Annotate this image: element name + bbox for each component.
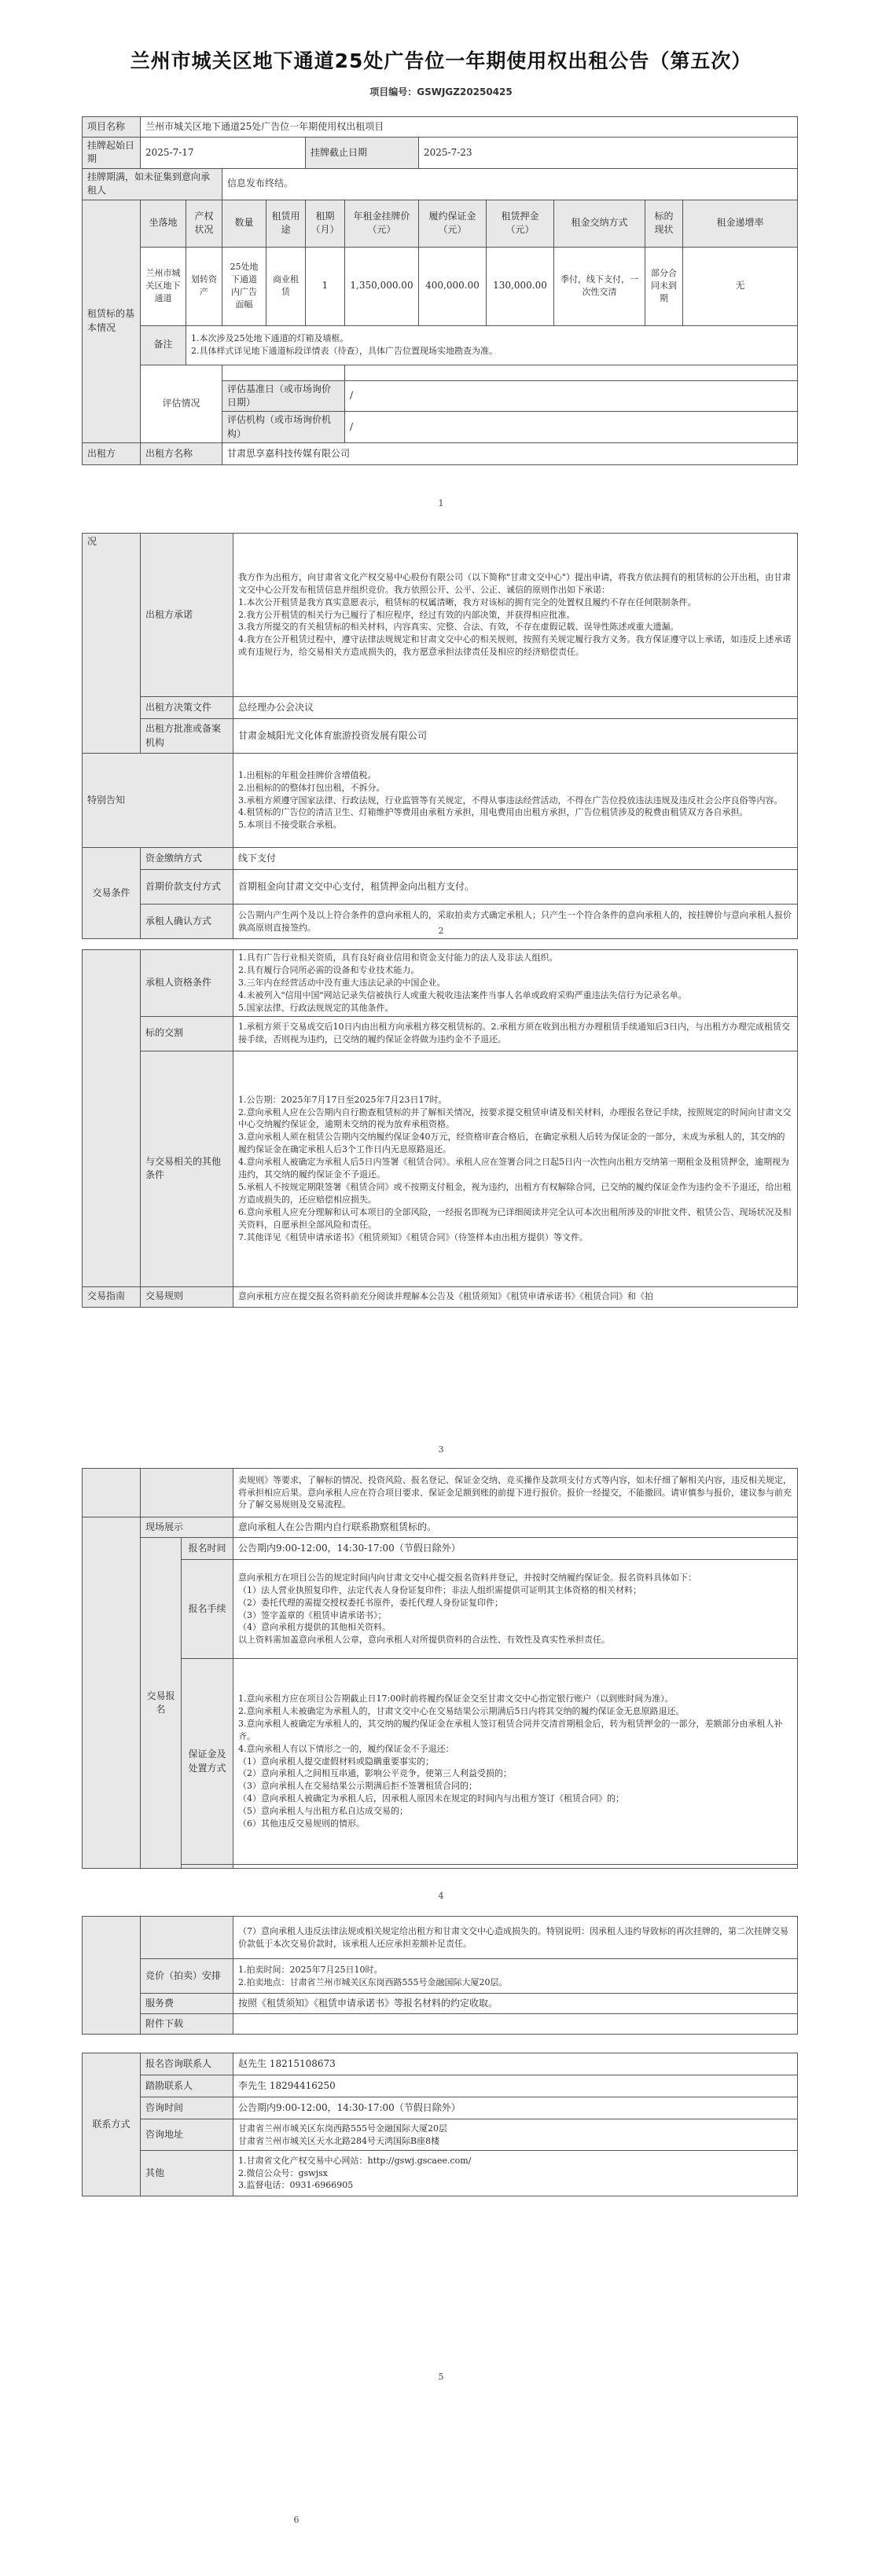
c5-value [233, 2151, 798, 2196]
blank-cell [233, 1865, 798, 1869]
view-label: 现场展示 [141, 1517, 233, 1538]
time-label: 报名时间 [182, 1538, 233, 1560]
cell-increase: 无 [683, 247, 798, 325]
col-location: 坐落地 [141, 200, 186, 247]
page-number: 3 [438, 1444, 444, 1455]
qual-line: 5.国家法律、行政法规规定的其他条件。 [238, 1002, 394, 1013]
deposit-text [233, 1659, 798, 1865]
c1-value: 赵先生 18215108673 [233, 2053, 798, 2075]
rules-continued: 卖规则》等要求，了解标的情况、投资风险、报名登记、保证金交纳、竞买操作及款项支付方式等内容，如未仔细了解相关内容，违反相关规定，将承担相应后果。意向承租人应在符合项目要求、保证金足额到账的前提下进行报价。报价一经提交，不能撤回。请审慎参与报价，建议参与前充分了解交易规则及交易流程。 [233, 1469, 798, 1517]
auction-line: 2.拍卖地点：甘肃省兰州市城关区东岗西路555号金融国际大厦20层。 [238, 1976, 508, 1987]
qual-text [233, 950, 798, 1017]
promise-line: 1.本次公开租赁是我方真实意愿表示，租赁标的权属清晰，我方对该标的拥有完全的处置权且履约不存在任何限制条件。 [238, 596, 696, 607]
proc-line: （4）意向承租方提供的其他相关资料。 [238, 1622, 391, 1633]
proc-line: （1）法人营业执照复印件，法定代表人身份证复印件；非法人组织需提供可证明其主体资格的相关材料； [238, 1584, 641, 1595]
blank-side [83, 950, 141, 1287]
col-deposit: 履约保证金（元） [419, 200, 487, 247]
continued-side-label: 况 [83, 534, 141, 754]
lessor-name-label: 出租方名称 [141, 443, 222, 465]
contact-group-label: 联系方式 [83, 2053, 141, 2196]
deposit-label: 保证金及处置方式 [182, 1659, 233, 1865]
blank-label [141, 1469, 233, 1517]
deposit-line: 3.意向承租人被确定为承租人的，其交纳的履约保证金在承租人签订租赁合同并交清首期租金后，转为租赁押金的一部分，差额部分由承租人补齐。 [238, 1718, 783, 1741]
address-line: 甘肃省兰州市城关区东岗西路555号金融国际大厦20层 [238, 2123, 447, 2134]
deposit-line: （2）意向承租人之间相互串通，影响公平竞争，使第三人利益受损的； [238, 1768, 512, 1779]
auction-line: 1.拍卖时间：2025年7月25日10时。 [238, 1964, 383, 1975]
proc-line: 意向承租方在项目公告的规定时间内向甘肃文交中心提交报名资料并登记，并按时交纳履约保证金。报名资料具体如下： [238, 1572, 696, 1583]
page-number: 1 [438, 498, 444, 508]
other-info-line: 2.微信公众号：gswjsx [238, 2167, 328, 2178]
cell-term: 1 [306, 247, 345, 325]
service-label: 服务费 [141, 1994, 233, 2014]
page-number: 6 [293, 2515, 300, 2525]
decision-label: 出租方决策文件 [141, 697, 233, 719]
eval-label: 评估情况 [141, 365, 222, 443]
special-text [233, 754, 798, 848]
note-line-2: 2.具体样式详见地下通道标段详情表（待查），具体广告位置现场实地勘查为准。 [191, 346, 498, 357]
c4-label: 咨询地址 [141, 2119, 233, 2151]
special-line: 1.出租标的年租金挂牌价含增值税。 [238, 769, 377, 780]
page-number: 4 [438, 1891, 444, 1901]
special-label: 特别告知 [83, 754, 233, 848]
qual-line: 2.具有履行合同所必需的设备和专业技术能力。 [238, 964, 420, 975]
cell-deposit: 400,000.00 [419, 247, 487, 325]
c1-label: 报名咨询联系人 [141, 2053, 233, 2075]
address-line: 甘肃省兰州市城关区天水北路284号天鸿国际B座8楼 [238, 2135, 440, 2146]
cell-status: 部分合同未到期 [645, 247, 683, 325]
project-name-label: 项目名称 [83, 117, 141, 138]
page-number: 2 [438, 926, 444, 936]
confirm-value: 公告期内产生两个及以上符合条件的意向承租人的，采取拍卖方式确定承租人；只产生一个符合条件的意向承租人的，按挂牌价与意向承租人报价孰高原则直接签约。 [233, 905, 798, 939]
special-line: 4.租赁标的广告位的清洁卫生、灯箱维护等费用由承租方承担，用电费用由出租方承担，广告位租赁涉及的税费由租赁双方各自承担。 [238, 807, 748, 818]
proc-line: （3）签字盖章的《租赁申请承诺书》； [238, 1609, 387, 1620]
title-block [0, 46, 882, 98]
rules-text: 意向承租方应在提交报名资料前充分阅读并理解本公告及《租赁须知》《租赁申请承诺书》《租赁合同》和《拍 [233, 1286, 798, 1307]
deposit-continued: （7）意向承租人违反法律法规或相关规定给出租方和甘肃文交中心造成损失的。特别说明：因承租人违约导致标的再次挂牌的，第二次挂牌交易价款低于本次交易价款时，该承租人还应承担差额补足责任。 [233, 1917, 798, 1959]
pay-label: 资金缴纳方式 [141, 848, 233, 870]
extend-label: 挂牌期满，如未征集到意向承租人 [83, 168, 222, 200]
qual-label: 承租人资格条件 [141, 950, 233, 1017]
auction-text [233, 1959, 798, 1994]
qual-line: 1.具有广告行业相关资质，具有良好商业信用和资金支付能力的法人及非法人组织。 [238, 952, 558, 963]
col-usage: 租赁用途 [266, 200, 306, 247]
c3-value: 公告期内9:00-12:00，14:30-17:00（节假日除外） [233, 2097, 798, 2119]
guide-group-label: 交易指南 [83, 1286, 141, 1307]
special-line: 5.本项目不接受联合承租。 [238, 820, 342, 831]
col-quantity: 数量 [222, 200, 266, 247]
rules-label: 交易规则 [141, 1286, 233, 1307]
other-line: 2.意向承租人应在公告期内自行勘查租赁标的并了解相关情况，按要求提交租赁申请及相关材料，办理报名登记手续，按照规定的时间向甘肃文交中心交纳履约保证金，逾期未交纳的视为放弃承租资格。 [238, 1106, 792, 1130]
end-date: 2025-7-23 [419, 138, 798, 169]
cell-annual-rent: 1,350,000.00 [345, 247, 419, 325]
table-page-1 [82, 116, 798, 465]
other-text [233, 1051, 798, 1286]
note-label: 备注 [141, 325, 186, 365]
other-info-line: 3.监督电话：0931-6966905 [238, 2180, 354, 2191]
spacer [345, 365, 798, 380]
eval-date-label: 评估基准日（或市场询价日期） [222, 380, 345, 412]
c2-value: 李先生 18294416250 [233, 2075, 798, 2097]
promise-line: 3.我方所提交的有关租赁标的相关材料，内容真实、完整、合法、有效，不存在虚假记载、误导性陈述或重大遗漏。 [238, 622, 679, 633]
promise-label: 出租方承诺 [141, 534, 233, 697]
table-page-2 [82, 533, 798, 939]
handover-text: 1.承租方须于交易成交后10日内由出租方向承租方移交租赁标的。2.承租方须在收到出租方办理租赁手续通知后3日内，与出租方办理完成租赁交接手续，否则视为违约，已交纳的履约保证金将做为违约金不予退还。 [233, 1016, 798, 1051]
eval-org: / [345, 412, 798, 443]
cell-payment: 季付，线下支付，一次性交清 [554, 247, 645, 325]
service-text: 按照《租赁须知》《租赁申请承诺书》等报名材料的约定收取。 [233, 1994, 798, 2014]
attach-text [233, 2014, 798, 2035]
cell-quantity: 25处地下通道内广告面幅 [222, 247, 266, 325]
approval-label: 出租方批准或备案机构 [141, 719, 233, 754]
trade-group-label: 交易条件 [83, 848, 141, 939]
view-text: 意向承租人在公告期内自行联系勘察租赁标的。 [233, 1517, 798, 1538]
other-line: 6.意向承租人应充分理解和认可本项目的全部风险，一经报名即视为已详细阅读并完全认可本次出租所涉及的审批文件、租赁公告、现场状况及相关资料，自愿承担全部风险和责任。 [238, 1207, 792, 1230]
basic-info-label: 租赁标的基本情况 [83, 200, 141, 443]
note-text [186, 325, 798, 365]
col-security: 租赁押金（元） [487, 200, 554, 247]
col-payment: 租金交纳方式 [554, 200, 645, 247]
table-page-4 [82, 1468, 798, 1869]
proc-text [233, 1560, 798, 1659]
deposit-line: （6）其他违反交易规则的情形。 [238, 1818, 365, 1829]
pay-value: 线下支付 [233, 848, 798, 870]
eval-date: / [345, 380, 798, 412]
promise-line: 4.我方在公开租赁过程中，遵守法律法规规定和甘肃文交中心的相关规则，按照有关规定履行我方义务。我方保证遵守以上承诺，如违反上述承诺或有违规行为，给交易相关方造成损失的，我方愿意承担法律责任及相应的经济赔偿责任。 [238, 634, 792, 658]
signup-group-label: 交易报名 [141, 1538, 182, 1869]
start-date: 2025-7-17 [141, 138, 306, 169]
handover-label: 标的交割 [141, 1016, 233, 1051]
spacer [222, 365, 345, 380]
promise-text [233, 534, 798, 697]
other-line: 3.意向承租人须在租赁公告期内交纳履约保证金40万元，经资格审查合格后，在确定承租人后转为保证金的一部分，未成为承租人的，其交纳的履约保证金在确定承租人后3个工作日内无息原路退还。 [238, 1132, 785, 1155]
first-pay-label: 首期价款支付方式 [141, 870, 233, 905]
deposit-line: （1）意向承租人提交虚假材料或隐瞒重要事实的； [238, 1756, 434, 1767]
start-date-label: 挂牌起始日期 [83, 138, 141, 169]
c5-label: 其他 [141, 2151, 233, 2196]
proc-line: 以上资料需加盖意向承租人公章，意向承租人对所提供资料的合法性、有效性及真实性承担责任。 [238, 1635, 610, 1646]
table-page-3 [82, 949, 798, 1308]
table-page-5 [82, 1916, 798, 2196]
time-text: 公告期内9:00-12:00，14:30-17:00（节假日除外） [233, 1538, 798, 1560]
special-line: 2.出租标的的整体打包出租，不拆分。 [238, 782, 385, 793]
col-annual-rent: 年租金挂牌价（元） [345, 200, 419, 247]
deposit-line: 4.意向承租人有以下情形之一的，履约保证金不予退还： [238, 1743, 454, 1754]
cell-ownership: 划转资产 [186, 247, 222, 325]
end-date-label: 挂牌截止日期 [306, 138, 419, 169]
blank-side [83, 1917, 141, 2035]
lessor-name: 甘肃思享嘉科技传媒有限公司 [222, 443, 798, 465]
deposit-line: （4）意向承租人被确定为承租人后，因承租人原因未在规定的时间内与出租方签订《租赁合同》的； [238, 1793, 624, 1804]
deposit-line: （5）意向承租人与出租方私自达成交易的； [238, 1806, 408, 1817]
cell-security: 130,000.00 [487, 247, 554, 325]
other-label: 与交易相关的其他条件 [141, 1051, 233, 1286]
extend-value: 信息发布终结。 [222, 168, 798, 200]
cell-usage: 商业租赁 [266, 247, 306, 325]
other-line: 4.意向承租人被确定为承租人后5日内签署《租赁合同》。承租人应在签署合同之日起5日内一次性向出租方交纳第一期租金及租赁押金，逾期视为违约，其交纳的履约保证金不予退还。 [238, 1157, 789, 1180]
attach-label: 附件下载 [141, 2014, 233, 2035]
special-line: 3.承租方须遵守国家法律、行政法规，行业监管等有关规定，不得从事违法经营活动，不得在广告位投放违法违规及违反社会公序良俗等内容。 [238, 794, 783, 805]
first-pay-value: 首期租金向甘肃文交中心支付，租赁押金向出租方支付。 [233, 870, 798, 905]
col-status: 标的现状 [645, 200, 683, 247]
deposit-line: 2.意向承租人未被确定为承租人的，甘肃文交中心在交易结果公示期满后5日内将其交纳的履约保证金无息原路退还。 [238, 1705, 685, 1716]
blank-side [83, 1469, 141, 1517]
page-title: 兰州市城关区地下通道25处广告位一年期使用权出租公告（第五次） [130, 50, 752, 72]
other-info-line: 1.甘肃省文化产权交易中心网站：http://gswj.gscaee.com/ [238, 2155, 472, 2166]
other-line: 5.承租人不按规定期限签署《租赁合同》或不按期支付租金，视为违约，出租方有权解除合同，已交纳的履约保证金作为违约金不予退还，给出租方造成损失的，还应赔偿相应损失。 [238, 1182, 792, 1205]
blank-cell [182, 1865, 233, 1869]
auction-label: 竞价（拍卖）安排 [141, 1959, 233, 1994]
qual-line: 4.未被列入"信用中国"网站记录失信被执行人或重大税收违法案件当事人名单或政府采购严重违法失信行为记录名单。 [238, 989, 687, 1000]
confirm-label: 承租人确认方式 [141, 905, 233, 939]
promise-line: 2.我方公开租赁的相关行为已履行了相应程序，经过有效的内部决策，并获得相应批准。 [238, 609, 575, 620]
lessor-group-label: 出租方 [83, 443, 141, 465]
proc-line: （2）委托代理的需提交授权委托书原件，委托代理人身份证复印件； [238, 1597, 503, 1608]
col-ownership: 产权状况 [186, 200, 222, 247]
deposit-line: （3）意向承租人在交易结果公示期满后拒不签署租赁合同的； [238, 1781, 477, 1792]
proc-label: 报名手续 [182, 1560, 233, 1659]
project-name: 兰州市城关区地下通道25处广告位一年期使用权出租项目 [141, 117, 798, 138]
col-increase: 租金递增率 [683, 200, 798, 247]
spacer-row [83, 2035, 798, 2053]
c4-value [233, 2119, 798, 2151]
promise-line: 我方作为出租方，向甘肃省文化产权交易中心股份有限公司（以下简称"甘肃文交中心"）提出申请，将我方依法拥有的租赁标的公开出租，由甘肃文交中心公开发布租赁信息并组织竞价。我方依照公开、公平、公正、诚信的原则作出如下承诺： [238, 571, 792, 595]
c3-label: 咨询时间 [141, 2097, 233, 2119]
note-line-1: 1.本次涉及25处地下通道的灯箱及墙框。 [191, 333, 349, 344]
other-line: 7.其他详见《租赁申请承诺书》《租赁须知》《租赁合同》（待签样本由出租方提供）等文件。 [238, 1231, 588, 1242]
approval-value: 甘肃金城阳光文化体育旅游投资发展有限公司 [233, 719, 798, 754]
page-number: 5 [438, 2372, 444, 2382]
eval-org-label: 评估机构（或市场询价机构） [222, 412, 345, 443]
blank-side [83, 1517, 141, 1869]
project-code: 项目编号：GSWJGZ20250425 [369, 86, 513, 97]
blank-label [141, 1917, 233, 1959]
c2-label: 踏勘联系人 [141, 2075, 233, 2097]
col-term: 租期（月） [306, 200, 345, 247]
decision-value: 总经理办公会决议 [233, 697, 798, 719]
qual-line: 3.三年内在经营活动中没有重大违法记录的中国企业。 [238, 977, 446, 988]
deposit-line: 1.意向承租方应在项目公告期截止日17:00时前将履约保证金交至甘肃文交中心指定银行账户（以到账时间为准）。 [238, 1693, 674, 1704]
cell-location: 兰州市城关区地下通道 [141, 247, 186, 325]
other-line: 1.公告期：2025年7月17日至2025年7月23日17时。 [238, 1094, 447, 1105]
